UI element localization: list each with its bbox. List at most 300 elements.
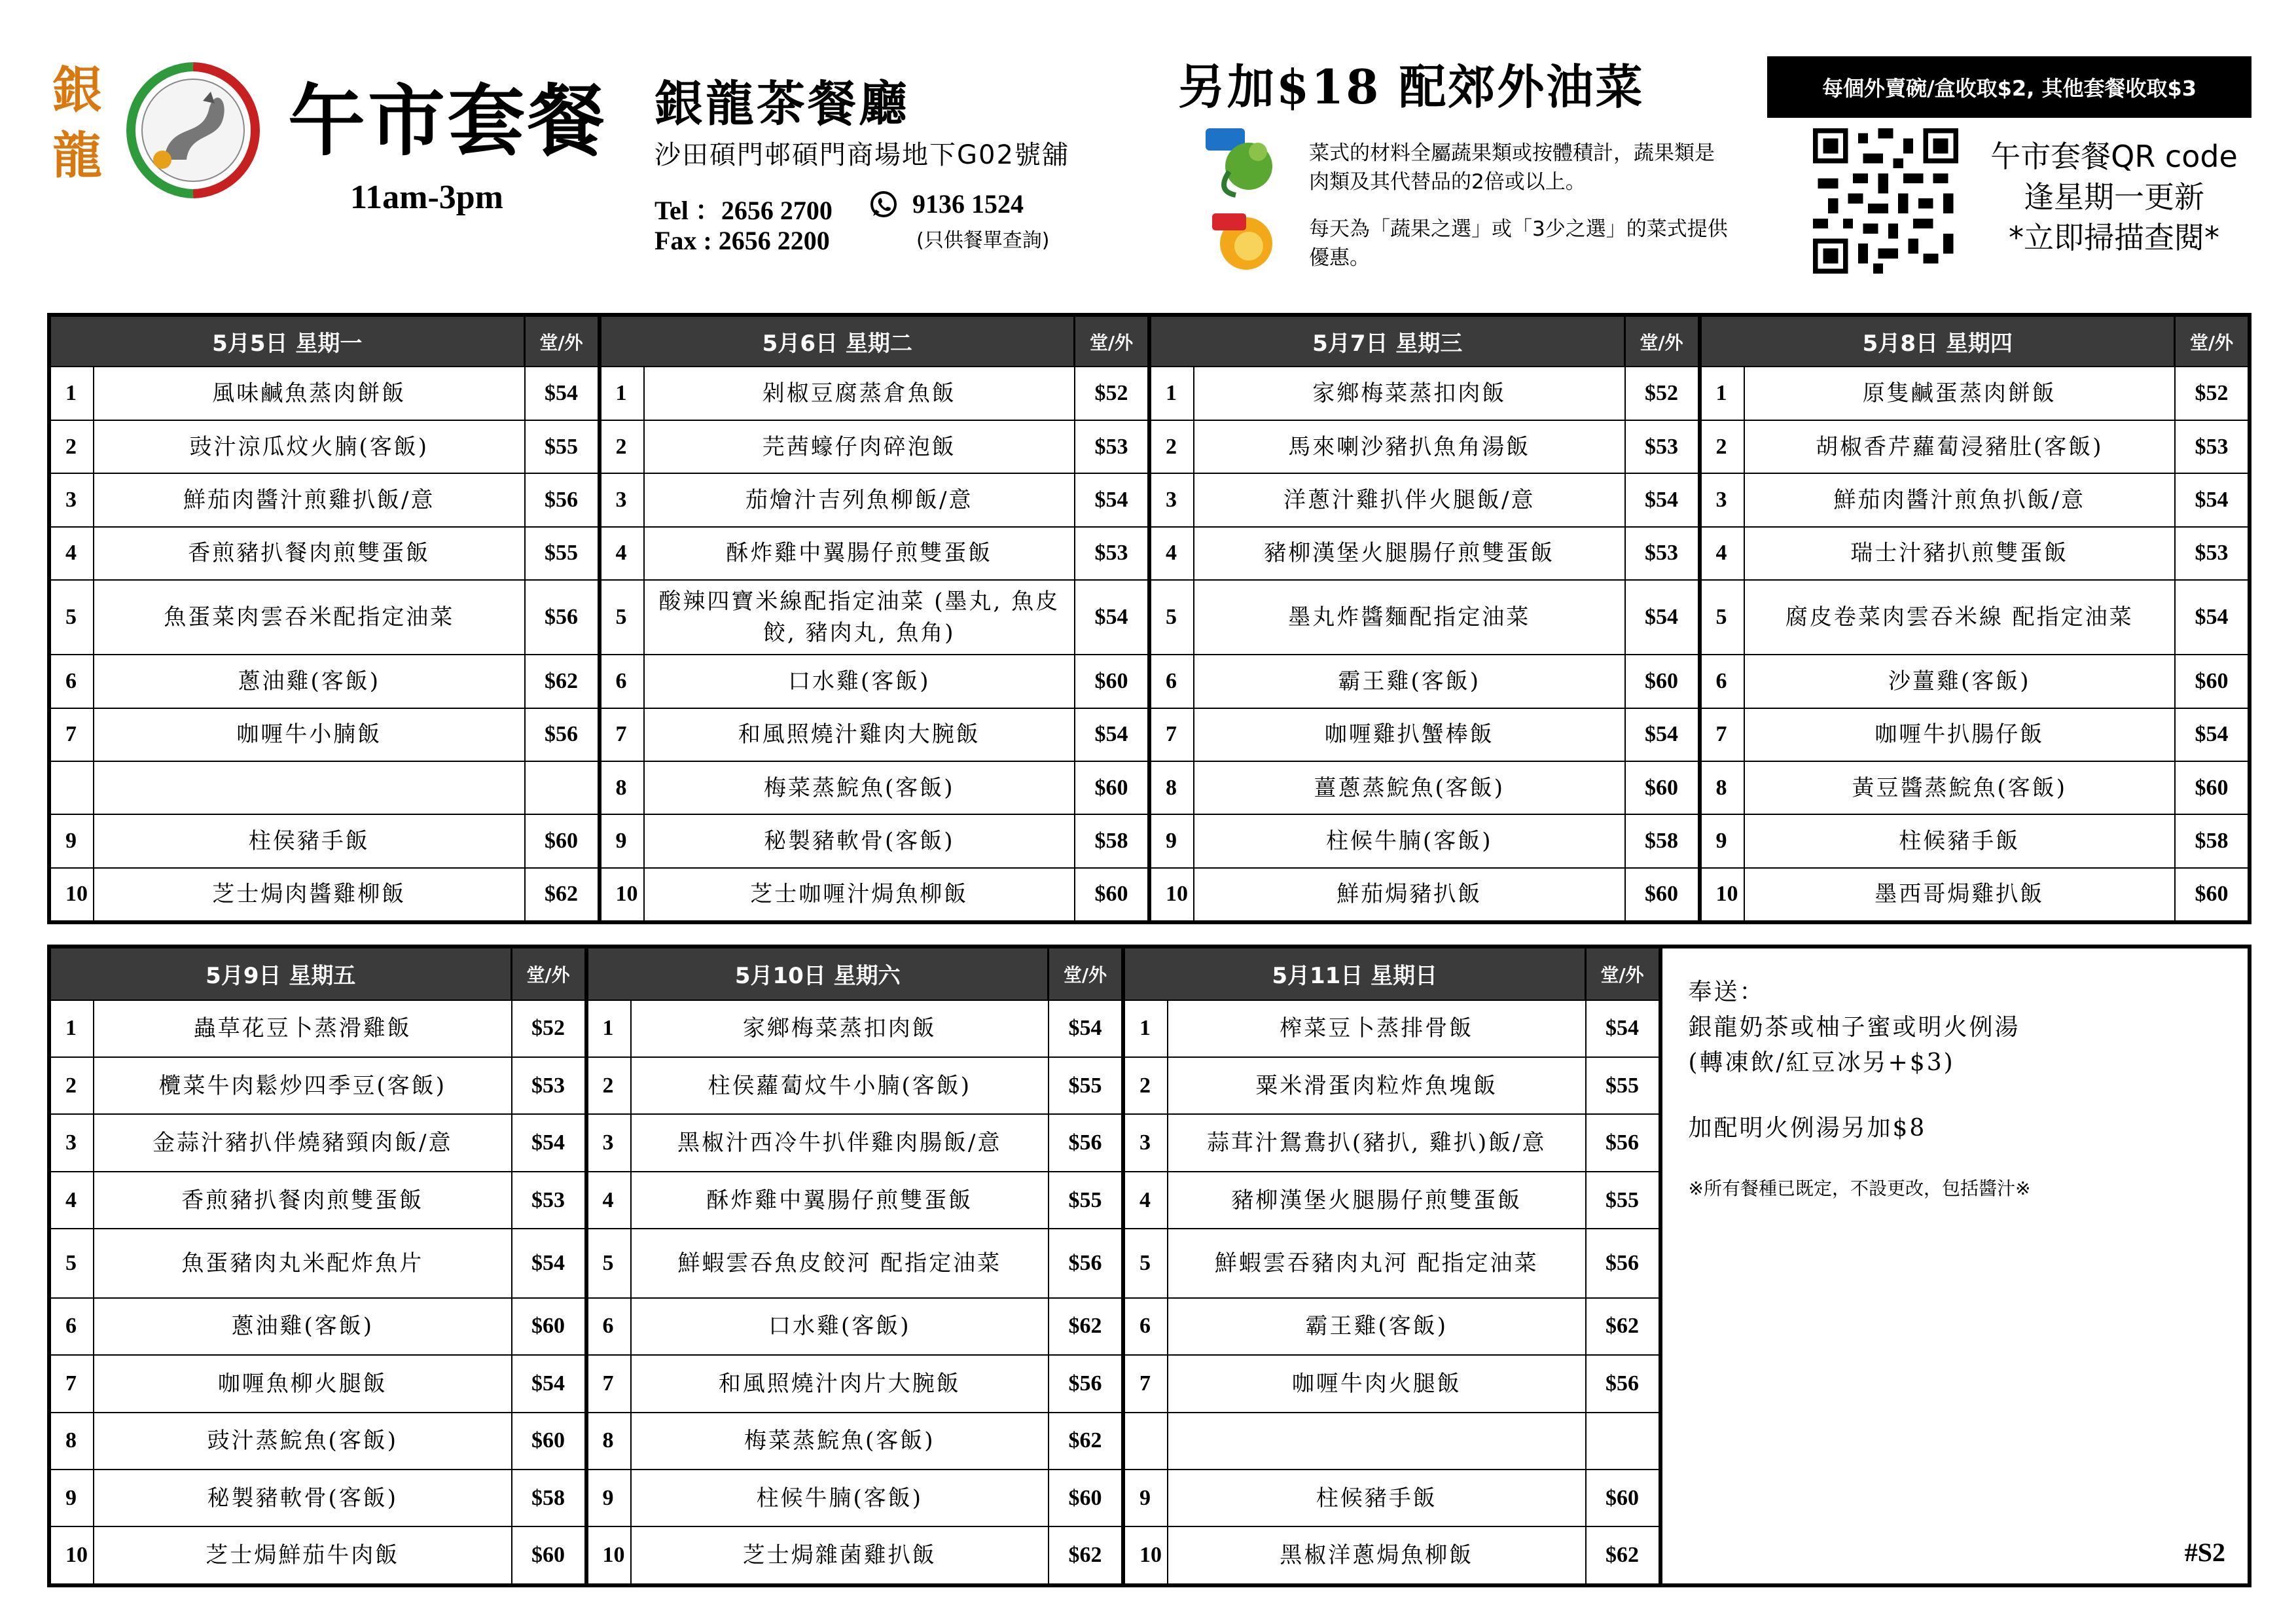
menu-item-number: 1 <box>1702 367 1745 419</box>
menu-item-price: $62 <box>1585 1527 1659 1583</box>
menu-block-week-2 <box>47 945 2251 1587</box>
menu-row <box>588 1000 1122 1056</box>
menu-item-number: 4 <box>1151 528 1194 579</box>
menu-item-price: $56 <box>524 581 598 654</box>
menu-item-price: $53 <box>1624 421 1698 473</box>
menu-item-price: $62 <box>1048 1527 1121 1583</box>
menu-item-number: 3 <box>1125 1115 1168 1170</box>
day-column <box>1125 948 1659 1583</box>
menu-item-name: 咖喱牛扒腸仔飯 <box>1874 721 2045 748</box>
menu-item-number: 2 <box>51 421 94 473</box>
menu-row <box>51 708 598 761</box>
menu-item-price: $60 <box>511 1527 584 1583</box>
menu-item-price: $60 <box>1585 1470 1659 1526</box>
silver-dragon-logo-icon <box>124 62 262 199</box>
menu-row <box>51 579 598 654</box>
menu-item-name: 蟲草花豆卜蒸滑雞飯 <box>193 1015 412 1042</box>
takeaway-charge-banner: 每個外賣碗/盒收取$2, 其他套餐收取$3 <box>1767 56 2251 118</box>
menu-item-number: 5 <box>51 581 94 654</box>
menu-item-number: 5 <box>51 1229 94 1297</box>
menu-item-number: 2 <box>1151 421 1194 473</box>
menu-row <box>1151 814 1698 867</box>
menu-row <box>1702 867 2248 920</box>
menu-item-price: $54 <box>1074 474 1147 526</box>
menu-item-name: 酥炸雞中翼腸仔煎雙蛋飯 <box>706 1187 973 1214</box>
menu-item-number: 8 <box>1702 762 1745 814</box>
menu-row <box>51 1228 584 1297</box>
menu-item-name: 家鄉梅菜蒸扣肉飯 <box>742 1015 937 1042</box>
menu-row <box>1125 1412 1659 1469</box>
menu-item-number: 7 <box>51 1356 94 1411</box>
menu-item-name: 瑞士汁豬扒煎雙蛋飯 <box>1850 540 2069 567</box>
menu-row <box>588 1228 1122 1297</box>
menu-item-name: 咖喱牛肉火腿飯 <box>1291 1370 1462 1397</box>
menu-item-name: 芝士焗鮮茄牛肉飯 <box>206 1542 400 1569</box>
menu-row <box>1125 1000 1659 1056</box>
menu-row <box>1151 526 1698 579</box>
menu-item-number: 8 <box>588 1413 632 1469</box>
menu-row <box>1125 1469 1659 1526</box>
menu-item-price: $58 <box>511 1470 584 1526</box>
menu-item-number: 9 <box>588 1470 632 1526</box>
menu-row <box>51 1056 584 1113</box>
menu-item-number: 7 <box>1702 709 1745 761</box>
menu-item-number: 1 <box>1125 1001 1168 1056</box>
menu-item-name: 酸辣四寶米線配指定油菜 (墨丸, 魚皮餃, 豬肉丸, 魚角) <box>658 588 1060 647</box>
day-title: 5月10日 星期六 <box>734 963 901 990</box>
menu-item-name: 芫茜蠔仔肉碎泡飯 <box>762 433 956 460</box>
menu-row <box>1702 526 2248 579</box>
menu-item-price: $55 <box>524 528 598 579</box>
menu-item-name: 柱候豬手飯 <box>1316 1485 1437 1511</box>
menu-item-price: $60 <box>2174 869 2248 920</box>
menu-row <box>601 526 1148 579</box>
gift-line-2: (轉凍飲/紅豆冰另+$3) <box>1688 1049 1955 1076</box>
menu-row <box>588 1526 1122 1583</box>
menu-item-price: $56 <box>1048 1229 1121 1297</box>
menu-item-name: 芝士咖喱汁焗魚柳飯 <box>750 881 969 908</box>
menu-item-name: 鮮茄焗豬扒飯 <box>1336 881 1482 908</box>
menu-item-price: $52 <box>1624 367 1698 419</box>
menu-item-name: 咖喱牛小腩飯 <box>236 721 382 748</box>
menu-item-price: $62 <box>1585 1299 1659 1354</box>
day-column <box>588 948 1122 1583</box>
menu-item-name: 黃豆醬蒸鯇魚(客飯) <box>1852 774 2068 801</box>
menu-item-name: 口水雞(客飯) <box>768 1313 911 1340</box>
menu-row <box>51 420 598 473</box>
menu-item-price: $60 <box>1624 869 1698 920</box>
menu-item-number: 6 <box>51 1299 94 1354</box>
menu-item-price: $60 <box>1074 762 1147 814</box>
veg-offer-banner: 另加$18 配郊外油菜 <box>1178 59 1645 115</box>
menu-item-price: $54 <box>524 367 598 419</box>
menu-item-price: $54 <box>1585 1001 1659 1056</box>
whatsapp-number-text: 9136 1524 <box>912 189 1024 219</box>
shop-address: 沙田碩門邨碩門商場地下G02號舖 <box>655 140 1069 170</box>
menu-item-name: 魚蛋豬肉丸米配炸魚片 <box>181 1250 424 1276</box>
menu-item-name: 胡椒香芹蘿蔔浸豬肚(客飯) <box>1815 433 2104 460</box>
menu-item-name: 墨西哥焗雞扒飯 <box>1874 881 2045 908</box>
menu-item-name: 腐皮卷菜肉雲吞米線 配指定油菜 <box>1785 604 2134 631</box>
menu-item-number: 7 <box>588 1356 632 1411</box>
menu-item-number: 3 <box>588 1115 632 1170</box>
menu-item-price: $62 <box>1048 1413 1121 1469</box>
menu-item-name: 秘製豬軟骨(客飯) <box>763 827 955 854</box>
menu-item-name: 鮮蝦雲吞豬肉丸河 配指定油菜 <box>1214 1250 1539 1276</box>
menu-row <box>1702 814 2248 867</box>
menu-item-name: 鮮蝦雲吞魚皮餃河 配指定油菜 <box>677 1250 1002 1276</box>
menu-item-name: 香煎豬扒餐肉煎雙蛋飯 <box>188 540 431 567</box>
gift-line-1: 銀龍奶茶或柚子蜜或明火例湯 <box>1688 1014 2020 1041</box>
menu-item-name: 茄燴汁吉列魚柳飯/意 <box>745 486 973 513</box>
menu-item-number: 9 <box>601 815 645 867</box>
menu-item-name: 柱候牛腩(客飯) <box>1325 827 1493 854</box>
menu-item-name: 霸王雞(客飯) <box>1338 668 1481 695</box>
menu-item-number: 3 <box>51 1115 94 1170</box>
menu-item-price: $56 <box>1585 1229 1659 1297</box>
menu-row <box>51 814 598 867</box>
menu-item-number: 2 <box>1125 1058 1168 1113</box>
menu-row <box>1125 1354 1659 1411</box>
menu-item-number: 4 <box>51 1172 94 1228</box>
logo-char-2: 龍 <box>52 126 102 185</box>
menu-row <box>588 1113 1122 1170</box>
menu-item-price: $53 <box>511 1058 584 1113</box>
menu-item-price: $53 <box>2174 528 2248 579</box>
menu-item-number: 6 <box>588 1299 632 1354</box>
menu-row <box>1702 761 2248 814</box>
menu-item-number: 10 <box>588 1527 632 1583</box>
menu-row <box>588 1171 1122 1228</box>
menu-item-price: $56 <box>1048 1356 1121 1411</box>
day-title: 5月7日 星期三 <box>1312 331 1463 357</box>
shop-tel: Tel ：2656 2700 <box>655 196 833 225</box>
menu-item-number: 5 <box>601 581 645 654</box>
menu-item-number: 10 <box>1151 869 1194 920</box>
menu-row <box>51 1469 584 1526</box>
menu-item-price: $52 <box>2174 367 2248 419</box>
menu-item-price: $53 <box>1074 421 1147 473</box>
menu-item-price: $60 <box>1624 655 1698 707</box>
menu-item-name: 蒜茸汁鴛鴦扒(豬扒, 雞扒)飯/意 <box>1206 1130 1547 1157</box>
menu-item-name: 柱侯豬手飯 <box>248 827 370 854</box>
day-header <box>601 317 1148 366</box>
menu-item-name: 香煎豬扒餐肉煎雙蛋飯 <box>181 1187 424 1214</box>
menu-item-name: 魚蛋菜肉雲吞米配指定油菜 <box>164 604 455 631</box>
three-less-choice-icon <box>1211 207 1276 272</box>
menu-item-name: 芝士焗雜菌雞扒飯 <box>742 1542 937 1569</box>
menu-item-number: 5 <box>1702 581 1745 654</box>
notes-panel <box>1662 948 2248 1583</box>
menu-item-name: 風味鹹魚蒸肉餅飯 <box>212 380 406 407</box>
menu-row <box>588 1056 1122 1113</box>
menu-item-number: 4 <box>51 528 94 579</box>
menu-row <box>601 708 1148 761</box>
menu-row <box>1702 654 2248 707</box>
menu-item-name: 豬柳漢堡火腿腸仔煎雙蛋飯 <box>1264 540 1555 567</box>
menu-row <box>1151 420 1698 473</box>
page-title: 午市套餐 <box>288 76 608 166</box>
menu-item-name: 咖喱魚柳火腿飯 <box>217 1370 387 1397</box>
menu-item-number: 6 <box>601 655 645 707</box>
menu-item-number: 7 <box>51 709 94 761</box>
menu-row <box>588 1412 1122 1469</box>
day-header <box>1151 317 1698 366</box>
menu-item-name: 剁椒豆腐蒸倉魚飯 <box>762 380 956 407</box>
day-title: 5月9日 星期五 <box>206 963 356 990</box>
menu-item-price: $56 <box>524 709 598 761</box>
menu-item-price: $60 <box>511 1299 584 1354</box>
menu-item-number: 10 <box>51 1527 94 1583</box>
menu-item-price: $52 <box>1074 367 1147 419</box>
menu-row <box>51 654 598 707</box>
menu-item-number: 7 <box>1125 1356 1168 1411</box>
menu-row <box>1125 1228 1659 1297</box>
menu-item-name: 酥炸雞中翼腸仔煎雙蛋飯 <box>726 540 993 567</box>
menu-item-number: 9 <box>51 815 94 867</box>
menu-item-price: $55 <box>1585 1058 1659 1113</box>
menu-row <box>588 1469 1122 1526</box>
menu-item-name <box>1168 1413 1585 1469</box>
menu-item-name: 豬柳漢堡火腿腸仔煎雙蛋飯 <box>1231 1187 1522 1214</box>
menu-item-number: 6 <box>1151 655 1194 707</box>
qr-caption <box>1977 136 2251 258</box>
menu-row <box>1125 1297 1659 1354</box>
price-column-label: 堂/外 <box>2174 317 2248 366</box>
menu-item-name: 柱候牛腩(客飯) <box>756 1485 924 1511</box>
menu-row <box>51 867 598 920</box>
menu-item-number: 6 <box>1702 655 1745 707</box>
menu-item-number: 8 <box>601 762 645 814</box>
menu-item-price: $54 <box>1624 581 1698 654</box>
menu-item-name: 原隻鹹蛋蒸肉餅飯 <box>1862 380 2056 407</box>
menu-item-price: $54 <box>2174 581 2248 654</box>
menu-item-number: 9 <box>1151 815 1194 867</box>
whatsapp-note: (只供餐單查詢) <box>916 229 1050 252</box>
menu-row <box>51 1000 584 1056</box>
menu-row <box>1151 761 1698 814</box>
menu-item-price: $54 <box>1624 474 1698 526</box>
price-column-label: 堂/外 <box>511 948 584 1000</box>
menu-item-price: $53 <box>1074 528 1147 579</box>
menu-item-price: $52 <box>511 1001 584 1056</box>
menu-row <box>601 814 1148 867</box>
menu-item-name: 口水雞(客飯) <box>787 668 931 695</box>
menu-row <box>1702 420 2248 473</box>
gift-heading: 奉送： <box>1688 979 1765 1005</box>
menu-item-price: $58 <box>1624 815 1698 867</box>
veg-note-1: 菜式的材料全屬蔬果類或按體積計，蔬果類是肉類及其代替品的2倍或以上。 <box>1309 141 1715 194</box>
menu-item-number: 10 <box>1702 869 1745 920</box>
menu-row <box>51 761 598 814</box>
menu-item-name: 榨菜豆卜蒸排骨飯 <box>1280 1015 1474 1042</box>
menu-row <box>51 526 598 579</box>
shop-name: 銀龍茶餐廳 <box>655 76 910 132</box>
day-title: 5月5日 星期一 <box>212 331 363 357</box>
menu-row <box>1151 708 1698 761</box>
menu-row <box>1151 654 1698 707</box>
day-header <box>1702 317 2248 366</box>
menu-item-number: 2 <box>1702 421 1745 473</box>
logo-char-1: 銀 <box>52 61 102 119</box>
day-header <box>588 948 1122 1000</box>
menu-item-price: $60 <box>1048 1470 1121 1526</box>
menu-item-name: 蔥油雞(客飯) <box>238 668 381 695</box>
menu-item-price: $54 <box>2174 709 2248 761</box>
veg-note-2: 每天為「蔬果之選」或「3少之選」的菜式提供優惠。 <box>1309 217 1728 270</box>
menu-item-price: $62 <box>1048 1299 1121 1354</box>
menu-item-price: $54 <box>1074 709 1147 761</box>
menu-item-number: 4 <box>588 1172 632 1228</box>
menu-row <box>1125 1526 1659 1583</box>
menu-item-name: 梅菜蒸鯇魚(客飯) <box>763 774 955 801</box>
soup-addon: 加配明火例湯另加$8 <box>1688 1115 1927 1142</box>
menu-item-price: $55 <box>524 421 598 473</box>
day-header <box>1125 948 1659 1000</box>
menu-item-number: 10 <box>51 869 94 920</box>
menu-row <box>1125 1113 1659 1170</box>
menu-item-name: 金蒜汁豬扒伴燒豬頸肉飯/意 <box>152 1130 453 1157</box>
menu-row <box>601 473 1148 526</box>
menu-item-number <box>1125 1413 1168 1469</box>
menu-item-name: 咖喱雞扒蟹棒飯 <box>1324 721 1494 748</box>
menu-row <box>51 1113 584 1170</box>
menu-item-price: $60 <box>1074 655 1147 707</box>
menu-item-number: 4 <box>601 528 645 579</box>
menu-item-price: $54 <box>511 1356 584 1411</box>
qr-caption-line-1: 午市套餐QR code <box>1990 139 2238 174</box>
qr-caption-line-3: *立即掃描查閱* <box>2009 220 2219 255</box>
menu-item-number: 10 <box>601 869 645 920</box>
day-column <box>1702 317 2248 920</box>
menu-item-name: 家鄉梅菜蒸扣肉飯 <box>1312 380 1507 407</box>
menu-item-number: 8 <box>51 1413 94 1469</box>
menu-item-price: $54 <box>1074 581 1147 654</box>
menu-item-number: 3 <box>51 474 94 526</box>
menu-item-name: 薑蔥蒸鯇魚(客飯) <box>1314 774 1505 801</box>
menu-item-price: $54 <box>511 1229 584 1297</box>
menu-item-price: $60 <box>524 815 598 867</box>
menu-item-number: 6 <box>1125 1299 1168 1354</box>
menu-item-price: $55 <box>1048 1058 1121 1113</box>
menu-item-price: $60 <box>1624 762 1698 814</box>
menu-block-week-1 <box>47 313 2251 924</box>
menu-row <box>51 1354 584 1411</box>
menu-item-price: $62 <box>524 869 598 920</box>
whatsapp-number <box>869 189 1024 219</box>
day-header <box>51 317 598 366</box>
day-column <box>1151 317 1698 920</box>
fixed-meal-note: ※所有餐種已既定，不設更改，包括醬汁※ <box>1688 1178 2031 1199</box>
menu-item-price <box>1585 1413 1659 1469</box>
menu-item-number: 1 <box>588 1001 632 1056</box>
menu-row <box>601 366 1148 419</box>
day-title: 5月6日 星期二 <box>762 331 912 357</box>
menu-item-price: $56 <box>1585 1115 1659 1170</box>
price-column-label: 堂/外 <box>1047 948 1121 1000</box>
menu-row <box>1125 1056 1659 1113</box>
menu-row <box>588 1297 1122 1354</box>
menu-item-price: $53 <box>511 1172 584 1228</box>
menu-item-number: 3 <box>1702 474 1745 526</box>
menu-item-number: 9 <box>1125 1470 1168 1526</box>
menu-item-number: 5 <box>1125 1229 1168 1297</box>
menu-item-name: 芝士焗肉醬雞柳飯 <box>212 881 406 908</box>
menu-item-number: 9 <box>51 1470 94 1526</box>
price-column-label: 堂/外 <box>524 317 598 366</box>
menu-item-price: $54 <box>511 1115 584 1170</box>
menu-item-name: 鮮茄肉醬汁煎魚扒飯/意 <box>1833 486 2085 513</box>
qr-caption-line-2: 逢星期一更新 <box>2024 179 2204 215</box>
menu-item-number: 9 <box>1702 815 1745 867</box>
menu-item-number: 2 <box>588 1058 632 1113</box>
menu-row <box>1702 473 2248 526</box>
qr-code-icon[interactable] <box>1813 128 1958 274</box>
menu-item-price: $55 <box>1585 1172 1659 1228</box>
restaurant-logo <box>52 58 281 202</box>
menu-row <box>601 420 1148 473</box>
menu-row <box>1151 867 1698 920</box>
menu-item-name: 梅菜蒸鯇魚(客飯) <box>744 1428 935 1454</box>
menu-item-price: $60 <box>511 1413 584 1469</box>
menu-row <box>51 1526 584 1583</box>
menu-item-number: 3 <box>601 474 645 526</box>
menu-item-number: 7 <box>1151 709 1194 761</box>
menu-item-name: 豉汁涼瓜炆火腩(客飯) <box>189 433 429 460</box>
menu-item-price: $58 <box>2174 815 2248 867</box>
menu-item-price: $56 <box>1585 1356 1659 1411</box>
menu-item-name <box>94 762 524 814</box>
menu-item-name: 和風照燒汁肉片大腕飯 <box>718 1370 961 1397</box>
menu-item-number: 5 <box>588 1229 632 1297</box>
shop-fax: Fax : 2656 2200 <box>655 226 830 255</box>
menu-item-number: 2 <box>51 1058 94 1113</box>
menu-item-price: $54 <box>1048 1001 1121 1056</box>
menu-row <box>1702 708 2248 761</box>
menu-item-number: 3 <box>1151 474 1194 526</box>
menu-row <box>1151 366 1698 419</box>
price-column-label: 堂/外 <box>1624 317 1698 366</box>
menu-row <box>51 473 598 526</box>
menu-row <box>1125 1171 1659 1228</box>
menu-item-name: 欖菜牛肉鬆炒四季豆(客飯) <box>158 1072 447 1099</box>
menu-item-name: 霸王雞(客飯) <box>1305 1313 1448 1340</box>
menu-row <box>1702 366 2248 419</box>
lunch-hours: 11am-3pm <box>350 179 503 216</box>
menu-item-number: 10 <box>1125 1527 1168 1583</box>
menu-row <box>601 579 1148 654</box>
menu-item-price: $53 <box>1624 528 1698 579</box>
menu-item-name: 黑椒洋蔥焗魚柳飯 <box>1280 1542 1474 1569</box>
fruit-veg-choice-icon <box>1203 126 1275 198</box>
menu-item-name: 粟米滑蛋肉粒炸魚塊飯 <box>1255 1072 1498 1099</box>
menu-item-name: 豉汁蒸鯇魚(客飯) <box>207 1428 399 1454</box>
menu-row <box>51 1171 584 1228</box>
menu-item-name: 蔥油雞(客飯) <box>231 1313 374 1340</box>
menu-item-name: 柱侯蘿蔔炆牛小腩(客飯) <box>708 1072 972 1099</box>
price-column-label: 堂/外 <box>1073 317 1147 366</box>
menu-item-name: 黑椒汁西冷牛扒伴雞肉腸飯/意 <box>677 1130 1002 1157</box>
menu-item-number: 4 <box>1125 1172 1168 1228</box>
menu-item-price: $60 <box>2174 655 2248 707</box>
day-column <box>51 948 584 1583</box>
menu-item-price: $60 <box>1074 869 1147 920</box>
menu-item-number: 1 <box>51 367 94 419</box>
menu-item-price: $56 <box>1048 1115 1121 1170</box>
menu-row <box>588 1354 1122 1411</box>
menu-row <box>51 1297 584 1354</box>
menu-row <box>1702 579 2248 654</box>
